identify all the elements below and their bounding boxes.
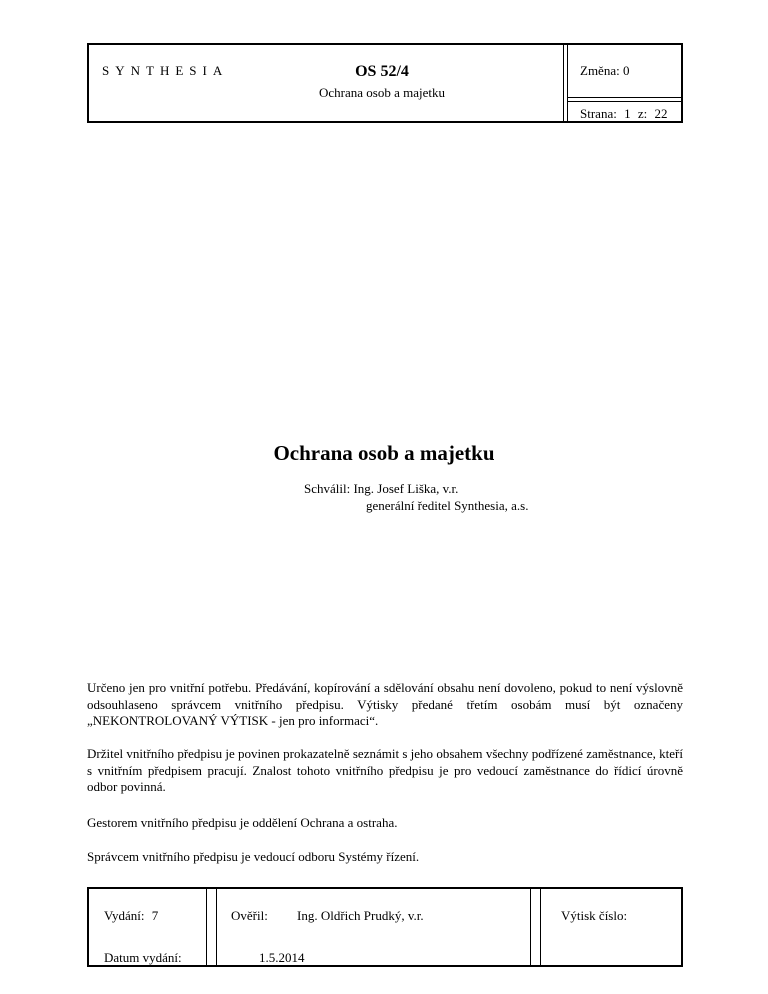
paragraph-distribution: Určeno jen pro vnitřní potřebu. Předávání, kopírování a sdělování obsahu není dovoleno, pokud to není výslovně odsouhlaseno správcem vnitřního předpisu. Výtisky předané třetím osobám musí být označeny „NEKONTROLOVANÝ VÝTISK - jen pro informaci“. bbox=[87, 680, 683, 728]
header-box bbox=[87, 43, 683, 123]
header-divider bbox=[568, 97, 681, 98]
footer-divider bbox=[540, 889, 541, 965]
header-divider bbox=[563, 45, 564, 121]
document-number: OS 52/4 bbox=[355, 63, 409, 80]
approved-by: Schválil: Ing. Josef Liška, v.r. bbox=[304, 481, 459, 496]
document-subtitle: Ochrana osob a majetku bbox=[319, 85, 445, 100]
header-divider bbox=[568, 101, 681, 102]
issue-date: 1.5.2014 bbox=[259, 950, 305, 965]
footer-divider bbox=[216, 889, 217, 965]
footer-divider bbox=[206, 889, 207, 965]
page-title: Ochrana osob a majetku bbox=[273, 441, 495, 465]
page-number: Strana: 1 z: 22 bbox=[580, 106, 668, 121]
paragraph-holder-duty: Držitel vnitřního předpisu je povinen prokazatelně seznámit s jeho obsahem všechny podřízené zaměstnance, kteří s vnitřním předpisem pracují. Znalost tohoto vnitřního předpisu je pro vedoucí zaměstnance do řídicí úrovně odbor povinná. bbox=[87, 746, 683, 794]
copy-number-label: Výtisk číslo: bbox=[561, 908, 628, 923]
issue-date-label: Datum vydání: bbox=[104, 950, 182, 965]
verifier-name: Ing. Oldřich Prudký, v.r. bbox=[297, 908, 424, 923]
edition-number: Vydání: 7 bbox=[104, 908, 159, 923]
change-number: Změna: 0 bbox=[580, 63, 630, 78]
company-name: SYNTHESIA bbox=[102, 63, 229, 78]
footer-box bbox=[87, 887, 683, 967]
footer-divider bbox=[530, 889, 531, 965]
paragraph-administrator: Správcem vnitřního předpisu je vedoucí odboru Systémy řízení. bbox=[87, 849, 420, 864]
header-divider bbox=[567, 45, 568, 121]
verified-label: Ověřil: bbox=[231, 908, 268, 923]
paragraph-guarantor: Gestorem vnitřního předpisu je oddělení Ochrana a ostraha. bbox=[87, 815, 398, 830]
approver-role: generální ředitel Synthesia, a.s. bbox=[366, 498, 529, 513]
